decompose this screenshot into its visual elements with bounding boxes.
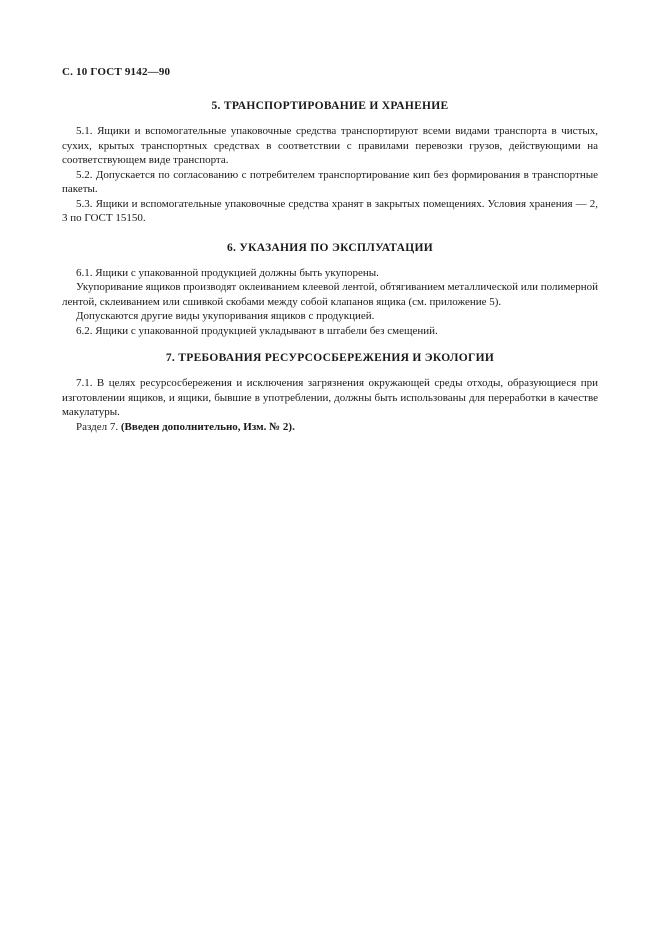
section-6 xyxy=(62,242,598,339)
section-title: 5. ТРАНСПОРТИРОВАНИЕ И ХРАНЕНИЕ xyxy=(211,100,449,112)
paragraph: 6.1. Ящики с упакованной продукцией должны быть укупорены. xyxy=(76,266,379,279)
note-prefix: Раздел 7. xyxy=(76,420,121,433)
page-header: С. 10 ГОСТ 9142—90 xyxy=(62,66,171,78)
paragraph: 7.1. В целях ресурсосбережения и исключения загрязнения окружающей среды отходы, образующиеся при изготовлении ящиков, и ящики, бывшие в употреблении, должны быть использованы для переработки в качестве макулатуры. xyxy=(62,377,598,418)
paragraph: 6.2. Ящики с упакованной продукцией укладывают в штабели без смещений. xyxy=(76,324,438,337)
note-bold: (Введен дополнительно, Изм. № 2). xyxy=(120,420,295,433)
document-page xyxy=(62,66,598,434)
section-7 xyxy=(62,352,598,434)
paragraph: 5.2. Допускается по согласованию с потребителем транспортирование кип без формирования в транспортные пакеты. xyxy=(62,168,598,195)
amendment-note xyxy=(62,420,598,435)
section-5 xyxy=(62,100,598,226)
section-title: 6. УКАЗАНИЯ ПО ЭКСПЛУАТАЦИИ xyxy=(226,241,434,254)
paragraph: 5.3. Ящики и вспомогательные упаковочные средства хранят в закрытых помещениях. Условия хранения — 2, 3 по ГОСТ 15150. xyxy=(62,197,598,224)
section-title: 7. ТРЕБОВАНИЯ РЕСУРСОСБЕРЕЖЕНИЯ И ЭКОЛОГИИ xyxy=(165,352,495,364)
paragraph: 5.1. Ящики и вспомогательные упаковочные средства транспортируют всеми видами транспорта в чистых, сухих, крытых транспортных средствах в соответствии с правилами перевозки грузов, действующими на соответствующем виде транспорта. xyxy=(62,125,598,166)
paragraph: Допускаются другие виды укупоривания ящиков с продукцией. xyxy=(76,310,375,322)
paragraph: Укупоривание ящиков производят оклеиванием клеевой лентой, обтягиванием металлической или полимерной лентой, склеиванием или сшивкой скобами между собой клапанов ящика (см. приложение 5). xyxy=(62,281,598,308)
